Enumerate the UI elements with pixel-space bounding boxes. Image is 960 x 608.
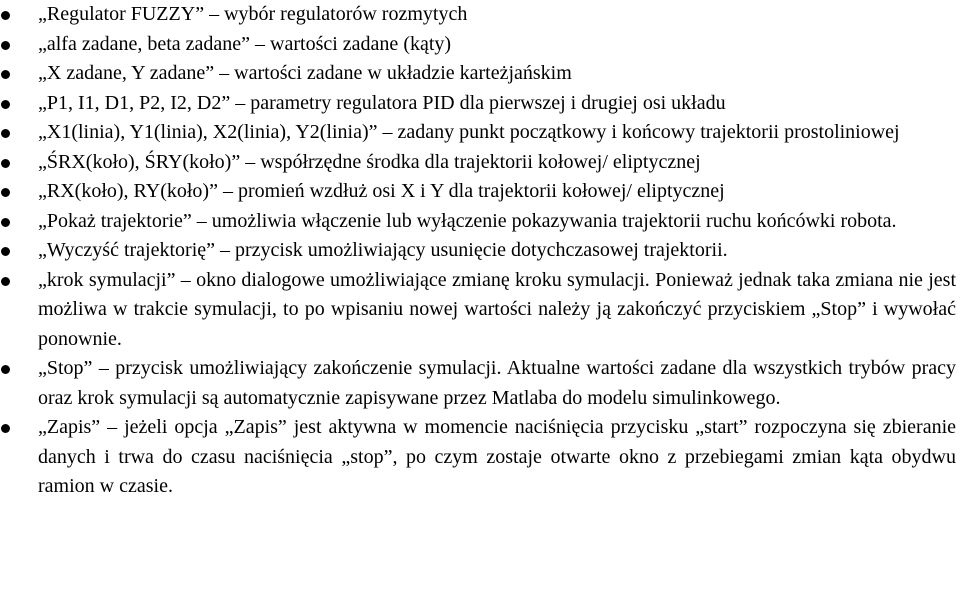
bullet-icon [1, 100, 10, 109]
list-item-text: „Stop” – przycisk umożliwiający zakończenie symulacji. Aktualne wartości zadane dla wszystkich trybów pracy oraz krok symulacji są automatycznie zapisywane przez Matlaba do modelu simulinkowego. [38, 357, 956, 409]
bullet-icon [1, 11, 10, 20]
bullet-icon [1, 159, 10, 168]
list-item [0, 89, 960, 119]
list-item [0, 0, 960, 30]
bullet-icon [1, 41, 10, 50]
list-item [0, 207, 960, 237]
bullet-icon [1, 188, 10, 197]
list-item-text: „X zadane, Y zadane” – wartości zadane w układzie karteżjańskim [38, 62, 572, 84]
list-item [0, 236, 960, 266]
bullet-icon [1, 365, 10, 374]
bullet-icon [1, 247, 10, 256]
list-item-text: „Pokaż trajektorie” – umożliwia włączenie lub wyłączenie pokazywania trajektorii ruchu końcówki robota. [38, 209, 897, 232]
list-item [0, 59, 960, 89]
list-item [0, 266, 960, 355]
list-item [0, 118, 960, 148]
bullet-icon [1, 424, 10, 433]
list-item-text: „Wyczyść trajektorię” – przycisk umożliwiający usunięcie dotychczasowej trajektorii. [38, 239, 728, 261]
list-item-text: „X1(linia), Y1(linia), X2(linia), Y2(linia)” – zadany punkt początkowy i końcowy trajektorii prostoliniowej [38, 121, 900, 143]
list-item-text: „ŚRX(koło), ŚRY(koło)” – współrzędne środka dla trajektorii kołowej/ eliptycznej [38, 150, 701, 173]
list-item [0, 413, 960, 502]
bullet-icon [1, 129, 10, 138]
bullet-icon [1, 277, 10, 286]
list-item [0, 177, 960, 207]
list-item-text: „Zapis” – jeżeli opcja „Zapis” jest aktywna w momencie naciśnięcia przycisku „start” rozpoczyna się zbieranie danych i trwa do czasu naciśnięcia „stop”, po czym zostaje otwarte okno z przebiegami zmian kąta obydwu ramion w czasie. [38, 416, 956, 497]
list-item-text: „RX(koło), RY(koło)” – promień wzdłuż osi X i Y dla trajektorii kołowej/ eliptycznej [38, 180, 725, 202]
list-item [0, 30, 960, 60]
list-item [0, 354, 960, 413]
bullet-icon [1, 218, 10, 227]
list-item [0, 148, 960, 178]
list-item-text: „krok symulacji” – okno dialogowe umożliwiające zmianę kroku symulacji. Ponieważ jednak taka zmiana nie jest możliwa w trakcie symulacji, to po wpisaniu nowej wartości należy ją zakończyć przyciskiem „Stop” i wywołać ponownie. [38, 268, 956, 350]
list-item-text: „Regulator FUZZY” – wybór regulatorów rozmytych [38, 3, 468, 25]
bullet-icon [1, 70, 10, 79]
list-item-text: „alfa zadane, beta zadane” – wartości zadane (kąty) [38, 32, 452, 55]
list-item-text: „P1, I1, D1, P2, I2, D2” – parametry regulatora PID dla pierwszej i drugiej osi układu [38, 91, 726, 114]
